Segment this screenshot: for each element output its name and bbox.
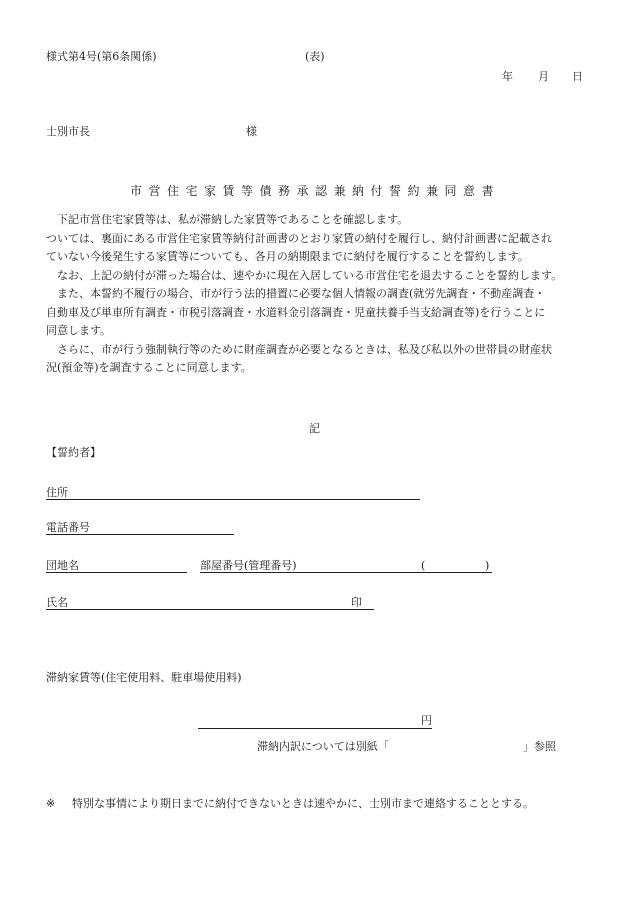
room-label: 部屋番号(管理番号) (200, 559, 297, 572)
body-line: なお、上記の納付が滞った場合は、速やかに現在入居している市営住宅を退去することを誓約します。 (46, 268, 563, 282)
pledger-heading: 【誓約者】 (46, 446, 101, 459)
body-line: さらに、市が行う強制執行等のために財産調査が必要となるときは、私及び私以外の世帯員の財産状 (46, 342, 552, 356)
addressee-honorific: 様 (246, 125, 257, 138)
name-label: 氏名 (46, 596, 68, 609)
document-title: 市営住宅家賃等債務承認兼納付誓約兼同意書 (129, 184, 500, 198)
complex-field-line[interactable] (46, 572, 187, 573)
addressee-name: 士別市長 (46, 125, 90, 138)
room-field-line[interactable] (200, 572, 492, 573)
side-marker: (表) (305, 50, 325, 63)
yen-mark: 円 (421, 714, 432, 727)
date-year: 年 (502, 70, 513, 83)
form-number: 様式第4号(第6条関係) (46, 50, 157, 63)
body-line: 同意します。 (46, 324, 112, 337)
room-paren-close: ) (485, 559, 490, 572)
body-line: ついては、裏面にある市営住宅家賃等納付計画書のとおり家賃の納付を履行し、納付計画書に記載され (46, 231, 552, 245)
complex-label: 団地名 (46, 559, 79, 572)
seal-mark: 印 (351, 596, 362, 609)
phone-label: 電話番号 (46, 521, 90, 534)
breakdown-suffix: 」参照 (523, 740, 556, 753)
address-label: 住所 (46, 486, 68, 499)
body-line: ていない今後発生する家賃等についても、各月の納期限までに納付を履行することを誓約します。 (46, 250, 529, 263)
date-month: 月 (538, 70, 549, 83)
note-mark: ※ (46, 797, 56, 810)
body-line: 下記市営住宅家賃等は、私が滞納した家賃等であることを確認します。 (46, 213, 409, 226)
body-line: 自動車及び単車所有調査・市税引落調査・水道料金引落調査・児童扶養手当支給調査等)を行うことに (46, 305, 546, 319)
arrears-label: 滞納家賃等(住宅使用料、駐車場使用料) (46, 671, 242, 684)
record-heading: 記 (309, 422, 320, 435)
address-field-line[interactable] (46, 499, 420, 500)
body-line: また、本誓約不履行の場合、市が行う法的措置に必要な個人情報の調査(就労先調査・不動産調査・ (46, 287, 546, 300)
note-text: 特別な事情により期日までに納付できないときは速やかに、士別市まで連絡することとする。 (72, 797, 534, 810)
breakdown-prefix: 滞納内訳については別紙「 (257, 740, 389, 753)
room-paren-open: ( (421, 559, 426, 572)
body-line: 況(預金等)を調査することに同意します。 (46, 361, 252, 374)
arrears-amount-line[interactable] (198, 728, 432, 729)
body-text (46, 211, 588, 378)
date-day: 日 (572, 70, 583, 83)
name-field-line[interactable] (46, 609, 374, 610)
phone-field-line[interactable] (46, 534, 234, 535)
